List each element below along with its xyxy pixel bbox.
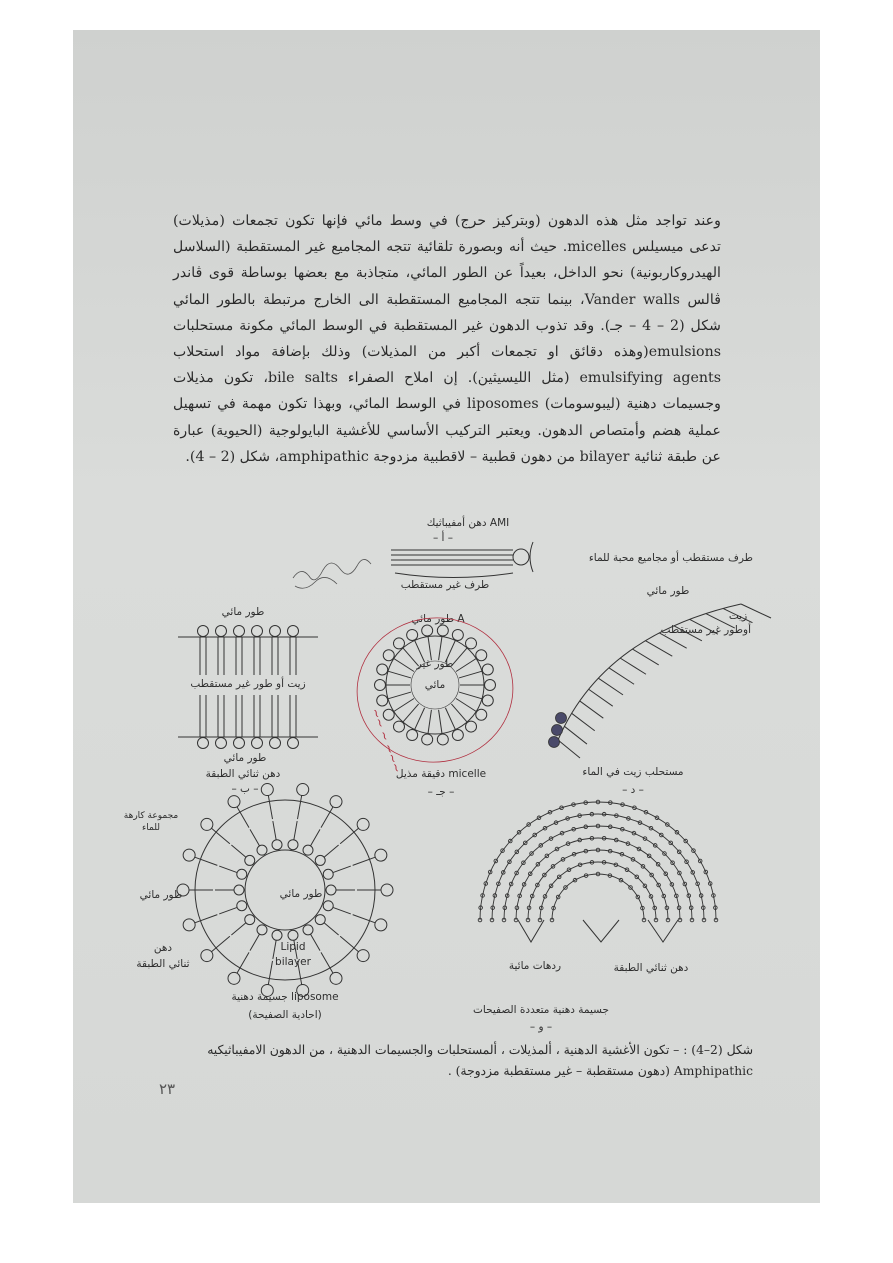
liposome-outer-tail bbox=[195, 915, 218, 923]
micelle-tail bbox=[456, 699, 476, 712]
liposome-inner-tail bbox=[324, 845, 339, 857]
liposome-outer-tail bbox=[268, 795, 272, 819]
micelle-head bbox=[377, 664, 388, 675]
liposome-outer-tail bbox=[353, 857, 376, 865]
micelle-head bbox=[476, 709, 487, 720]
emulsion-tail bbox=[632, 649, 658, 665]
multilamellar-arc bbox=[552, 874, 644, 920]
micelle-inner-phase-1: طور غير bbox=[416, 658, 454, 670]
liposome-inner-head bbox=[326, 885, 336, 895]
liposome-inner-tail bbox=[231, 845, 246, 857]
liposome-lipid-2: bilayer bbox=[275, 956, 311, 968]
liposome-outer-tail bbox=[340, 936, 358, 951]
amphipathic-title: دهن أمفيباثيك AMI bbox=[426, 517, 510, 529]
liposome-outer-head bbox=[357, 818, 369, 830]
bilayer-bottom-phase: طور مائي bbox=[223, 752, 267, 764]
emulsion-tail bbox=[645, 641, 672, 657]
liposome-outer-head bbox=[183, 849, 195, 861]
amphipathic-lipid-diagram bbox=[293, 515, 753, 591]
micelle-tail bbox=[451, 704, 467, 722]
liposome-inner-head bbox=[303, 845, 313, 855]
micelle-tail bbox=[388, 692, 411, 699]
micelle-letter: – جـ – bbox=[427, 786, 455, 798]
liposome-lipid-1: Lipid bbox=[280, 941, 306, 953]
multilamellar-arc bbox=[528, 850, 668, 920]
page-number: ٢٣ bbox=[159, 1080, 176, 1098]
liposome-inner-head bbox=[257, 845, 267, 855]
multilamellar-bilayer-label: دهن ثنائي الطبقة bbox=[613, 962, 689, 974]
micelle-head bbox=[452, 629, 463, 640]
multilamellar-arc bbox=[492, 814, 704, 920]
liposome-inner-aqueous: طور مائي bbox=[279, 888, 323, 900]
emulsion-tail bbox=[564, 726, 587, 744]
body-paragraph: وعند تواجد مثل هذه الدهون (وبتركيز حرج) في وسط مائي فإنها تكون تجمعات (مذيلات) تدعى ميسيلس micelles. حيث أنه وبصورة تلقائية تتجه المجاميع غير المستقطبة (السلاسل الهيدروكاربونية) نحو الداخل، بعيداً عن الطور المائي، متجاذبة مع بعضها بوساطة قوى ڤاندر ڤالس Vander walls، بينما تتجه المجاميع المستقطبة الى الخارج مرتبطة بالطور المائي شكل (2 – 4 – جـ). وقد تذوب الدهون غير المستقطبة في الوسط المائي مكونة مستحلبات emulsions(وهذه دقائق او تجمعات أكبر من المذيلات) وذلك بإضافة مواد استحلاب emulsifying agents (مثل الليسيثين). إن املاح الصفراء bile salts، تكون مذيلات وجسيمات دهنية (ليبوسومات) liposomes في الوسط المائي، وبهذا تكون مهمة في تسهيل عملية هضم وأمتصاص الدهون. ويعتبر التركيب الأساسي للأغشية البايولوجية (الحيوية) عبارة عن طبقة ثنائية bilayer من دهون قطبية – لاقطبية مزدوجة amphipathic، شكل (2 – 4). bbox=[173, 213, 722, 465]
liposome-inner-head bbox=[323, 869, 333, 879]
micelle-tail bbox=[394, 699, 414, 712]
liposome-inner-head bbox=[303, 925, 313, 935]
micelle-head bbox=[422, 625, 433, 636]
multilamellar-arc bbox=[540, 862, 656, 920]
liposome-bilayer-2: ثنائي الطبقة bbox=[136, 958, 190, 970]
micelle-head bbox=[393, 638, 404, 649]
micelle-tail bbox=[451, 648, 467, 666]
liposome-inner-head bbox=[257, 925, 267, 935]
liposome-inner-head bbox=[245, 855, 255, 865]
multilamellar-letter: – و – bbox=[529, 1021, 553, 1033]
micelle-tail bbox=[428, 710, 431, 734]
emulsion-tail bbox=[580, 701, 604, 718]
emulsion-diagram bbox=[549, 585, 772, 796]
micelle-head bbox=[466, 721, 477, 732]
liposome-outer-tail bbox=[268, 961, 272, 985]
micelle-head bbox=[377, 695, 388, 706]
micelle-diagram bbox=[348, 608, 523, 798]
polar-end-label: طرف مستقطب أو مجاميع محبة للماء bbox=[588, 552, 753, 564]
liposome-inner-tail bbox=[333, 866, 351, 872]
micelle-head bbox=[437, 625, 448, 636]
liposome-bilayer-1: دهن bbox=[153, 942, 173, 954]
bilayer-name: دهن ثنائي الطبقة bbox=[205, 768, 281, 780]
liposome-inner-head bbox=[272, 930, 282, 940]
micelle-tail bbox=[388, 671, 411, 678]
micelle-head bbox=[437, 734, 448, 745]
liposome-inner-head bbox=[237, 901, 247, 911]
hydrophobic-group-2: للماء bbox=[142, 823, 160, 833]
hydrophobic-group-1: مجموعة كارهة bbox=[123, 811, 179, 821]
liposome-inner-head bbox=[315, 855, 325, 865]
micelle-head bbox=[393, 721, 404, 732]
liposome-outer-tail bbox=[211, 828, 229, 843]
liposome-outer-tail bbox=[298, 795, 302, 819]
micelle-tail bbox=[415, 708, 425, 730]
micelle-tail bbox=[439, 636, 442, 660]
liposome-outer-tail bbox=[353, 915, 376, 923]
multilamellar-name: جسيمة دهنية متعددة الصفيحات bbox=[472, 1004, 610, 1016]
nonpolar-end-label: طرف غير مستقطب bbox=[400, 579, 490, 591]
liposome-inner-tail bbox=[231, 923, 246, 935]
micelle-head bbox=[482, 695, 493, 706]
liposome-inner-head bbox=[237, 869, 247, 879]
micelle-head bbox=[422, 734, 433, 745]
amphipathic-letter: – أ – bbox=[432, 532, 454, 544]
micelle-head bbox=[452, 730, 463, 741]
liposome-inner-head bbox=[315, 915, 325, 925]
micelle-tail bbox=[403, 704, 419, 722]
liposome-outer-head bbox=[381, 884, 393, 896]
liposome-diagram bbox=[124, 784, 393, 1021]
liposome-inner-head bbox=[272, 840, 282, 850]
emulsion-oil-1: زيت bbox=[728, 610, 748, 622]
liposome-inner-tail bbox=[219, 907, 237, 913]
emulsion-oil-2: أوطور غير مستقطب bbox=[660, 624, 751, 636]
liposome-inner-tail bbox=[294, 821, 297, 840]
liposome-outer-head bbox=[228, 796, 240, 808]
micelle-tail bbox=[439, 710, 442, 734]
liposome-inner-tail bbox=[250, 934, 260, 950]
micelle-outer-phase: طور مائي A bbox=[411, 613, 465, 625]
liposome-name: جسيمة دهنية liposome bbox=[231, 991, 339, 1003]
micelle-head bbox=[482, 664, 493, 675]
micelle-tail bbox=[456, 659, 476, 672]
liposome-outer-head bbox=[357, 950, 369, 962]
caption-line-1: شكل (2–4) : – تكون الأغشية الدهنية ، ألمذيلات ، ألمستحلبات والجسيمات الدهنية ، من الدهون الامفيباثيكيه bbox=[207, 1043, 753, 1057]
liposome-aqueous: طور مائي bbox=[139, 889, 183, 901]
liposome-outer-head bbox=[183, 919, 195, 931]
scanned-page bbox=[73, 30, 820, 1203]
multilamellar-diagram bbox=[473, 800, 718, 1033]
liposome-inner-tail bbox=[250, 829, 260, 845]
liposome-inner-tail bbox=[219, 866, 237, 872]
micelle-tail bbox=[445, 708, 455, 730]
figure-2-4 bbox=[73, 30, 820, 1203]
liposome-outer-head bbox=[330, 796, 342, 808]
emulsion-tail bbox=[589, 689, 613, 706]
caption-line-2: Amphipathic (دهون مستقطبة – غير مستقطبة مزدوجة) . bbox=[447, 1064, 753, 1078]
micelle-head bbox=[407, 730, 418, 741]
liposome-inner-tail bbox=[311, 934, 321, 950]
liposome-inner-tail bbox=[333, 907, 351, 913]
liposome-inner-tail bbox=[311, 829, 321, 845]
micelle-head bbox=[375, 680, 386, 691]
liposome-outer-head bbox=[297, 784, 309, 796]
micelle-head bbox=[466, 638, 477, 649]
micelle-tail bbox=[459, 692, 482, 699]
liposome-inner-head bbox=[288, 930, 298, 940]
liposome-outer-head bbox=[375, 849, 387, 861]
liposome-outer-head bbox=[201, 818, 213, 830]
micelle-tail bbox=[428, 636, 431, 660]
liposome-outer-head bbox=[201, 950, 213, 962]
liposome-outer-tail bbox=[195, 857, 218, 865]
red-handwriting: ~~ ~ ~~~ bbox=[368, 706, 405, 775]
emulsion-tail bbox=[620, 658, 646, 674]
liposome-inner-tail bbox=[273, 821, 276, 840]
liposome-outer-tail bbox=[211, 936, 229, 951]
handwritten-note bbox=[293, 559, 371, 588]
bilayer-diagram bbox=[178, 606, 318, 795]
bilayer-letter: – ب – bbox=[231, 783, 259, 795]
liposome-outer-head bbox=[375, 919, 387, 931]
multilamellar-arc bbox=[480, 802, 716, 920]
emulsion-tail bbox=[598, 678, 623, 695]
bilayer-top-phase: طور مائي bbox=[221, 606, 265, 618]
micelle-tail bbox=[394, 659, 414, 672]
emulsion-tail bbox=[609, 668, 634, 684]
liposome-outer-tail bbox=[340, 828, 358, 843]
liposome-outer-head bbox=[261, 784, 273, 796]
emulsion-letter: – د – bbox=[622, 784, 644, 796]
emulsion-tail bbox=[558, 740, 580, 758]
multilamellar-water-label: ردهات مائية bbox=[508, 960, 562, 972]
figure-caption bbox=[163, 1040, 753, 1082]
liposome-inner-head bbox=[245, 915, 255, 925]
bilayer-middle-label: زيت أو طور غير مستقطب bbox=[190, 678, 306, 690]
emulsion-phase: طور مائي bbox=[646, 585, 690, 597]
liposome-inner-head bbox=[288, 840, 298, 850]
emulsion-name: مستحلب زيت في الماء bbox=[582, 766, 684, 778]
liposome-outer-head bbox=[330, 972, 342, 984]
micelle-head bbox=[383, 650, 394, 661]
emulsion-tail bbox=[572, 713, 595, 730]
liposome-outer-head bbox=[228, 972, 240, 984]
liposome-inner-tail bbox=[324, 923, 339, 935]
liposome-inner-head bbox=[323, 901, 333, 911]
liposome-sub: (احادية الصفيحة) bbox=[248, 1009, 322, 1021]
micelle-name: دقيقة مذيل micelle bbox=[395, 768, 487, 780]
micelle-head bbox=[407, 629, 418, 640]
liposome-inner-head bbox=[234, 885, 244, 895]
micelle-tail bbox=[459, 671, 482, 678]
micelle-inner-phase-2: مائي bbox=[424, 679, 446, 691]
micelle-head bbox=[485, 680, 496, 691]
micelle-head bbox=[476, 650, 487, 661]
